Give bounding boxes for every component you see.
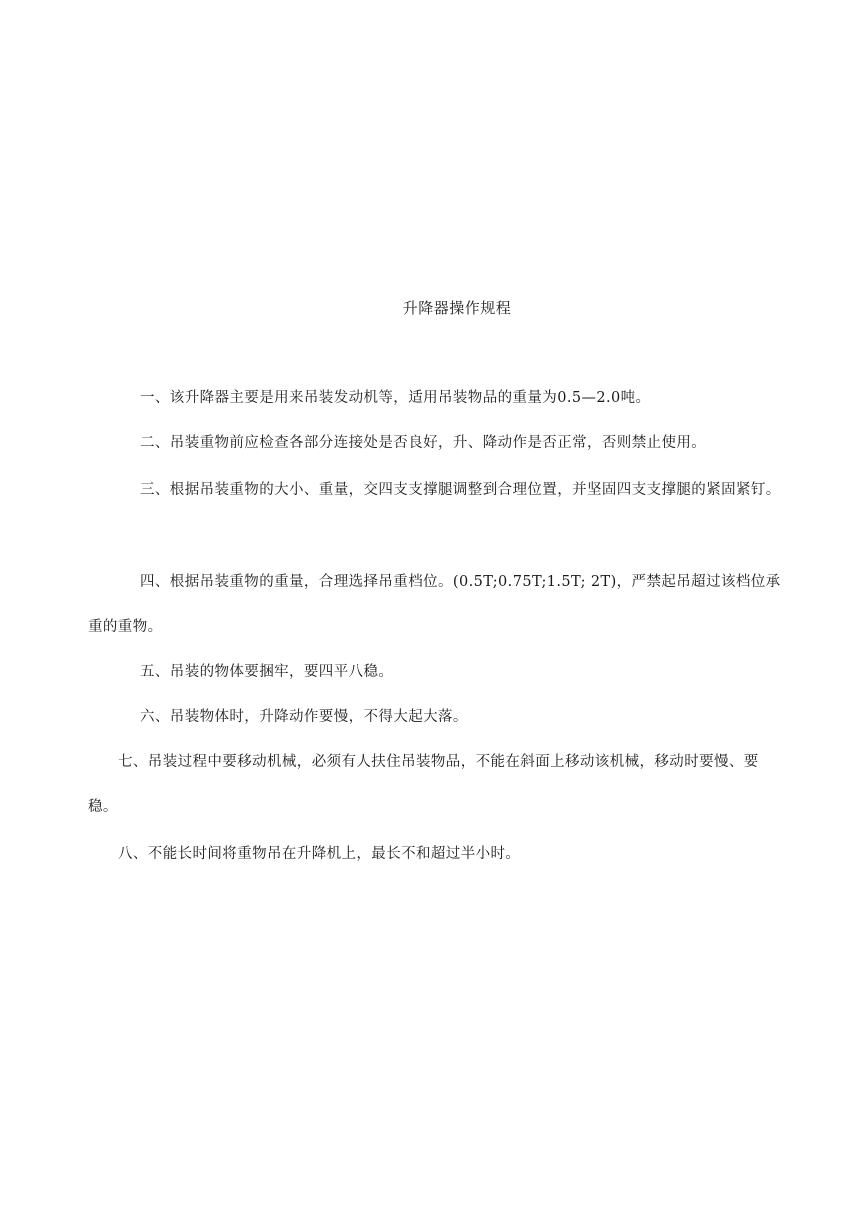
rule-6: 六、吊装物体时，升降动作要慢，不得大起大落。 [140, 709, 468, 725]
rule-4: 四、根据吊装重物的重量，合理选择吊重档位。(0.5T;0.75T;1.5T; 2T)，严禁起吊超过该档位承重的重物。 [88, 574, 781, 635]
rule-5: 五、吊装的物体要捆牢，要四平八稳。 [140, 664, 394, 680]
rule-3: 三、根据吊装重物的大小、重量，交四支支撑腿调整到合理位置，并坚固四支支撑腿的紧固紧钉。 [140, 482, 781, 498]
rule-2: 二、吊装重物前应检查各部分连接处是否良好，升、降动作是否正常，否则禁止使用。 [140, 435, 707, 451]
rule-1: 一、该升降器主要是用来吊装发动机等，适用吊装物品的重量为0.5—2.0吨。 [140, 390, 651, 406]
document-title: 升降器操作规程 [402, 299, 512, 317]
rule-8: 八、不能长时间将重物吊在升降机上，最长不和超过半小时。 [118, 846, 521, 862]
rule-7: 七、吊装过程中要移动机械，必须有人扶住吊装物品，不能在斜面上移动该机械，移动时要慢、要稳。 [88, 754, 759, 815]
